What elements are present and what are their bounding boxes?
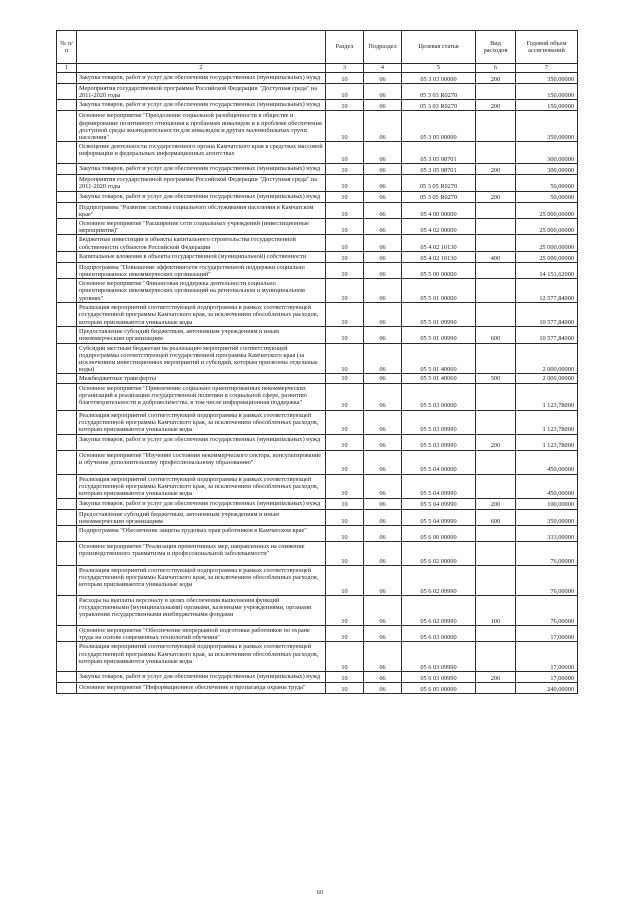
header-name — [77, 31, 326, 64]
column-number-row — [57, 64, 578, 73]
table-row — [57, 410, 578, 434]
row-number-cell — [57, 672, 77, 683]
row-expense-type — [476, 175, 516, 191]
row-description: Предоставление субсидий бюджетным, автономным учреждениям и иным некоммерческим организациям — [77, 327, 326, 343]
row-number-cell — [57, 683, 77, 694]
row-description: Предоставление субсидий бюджетным, автономным учреждениям и иным некоммерческим организациям — [77, 509, 326, 525]
row-subsection: 06 — [364, 474, 402, 498]
table-row — [57, 219, 578, 235]
row-section: 10 — [326, 450, 364, 474]
row-description: Закупка товаров, работ и услуг для обеспечения государственных (муниципальных) нужд — [77, 73, 326, 84]
row-amount: 25 000,00000 — [516, 251, 578, 262]
row-subsection: 06 — [364, 175, 402, 191]
column-number: 2 — [77, 64, 326, 73]
row-subsection: 06 — [364, 509, 402, 525]
table-row — [57, 262, 578, 278]
row-number-cell — [57, 434, 77, 450]
row-expense-type: 200 — [476, 100, 516, 111]
row-subsection: 06 — [364, 626, 402, 642]
row-subsection: 06 — [364, 450, 402, 474]
table-row — [57, 191, 578, 202]
row-number-cell — [57, 111, 77, 142]
row-subsection: 06 — [364, 410, 402, 434]
row-expense-type — [476, 235, 516, 251]
table-row — [57, 434, 578, 450]
row-expense-type: 100 — [476, 596, 516, 626]
table-row — [57, 164, 578, 175]
row-number-cell — [57, 175, 77, 191]
row-expense-type — [476, 566, 516, 596]
row-amount: 350,00000 — [516, 111, 578, 142]
row-section: 10 — [326, 303, 364, 327]
row-number-cell — [57, 235, 77, 251]
row-description: Реализация мероприятий соответствующей подпрограммы в рамках соответствующей государственной программы Камчатского края, за исключением обособленных расходов, которым присваиваются уникальные коды — [77, 303, 326, 327]
row-amount: 1 123,78000 — [516, 434, 578, 450]
row-amount: 450,00000 — [516, 450, 578, 474]
row-target-article: 05 6 00 00000 — [402, 526, 476, 542]
row-description: Основное мероприятие "Привлечение социально ориентированных некоммерческих организаций к реализации государственной политики в социальной сфере, развитию благотворительности и добровольчества, в том числе информационная поддержка" — [77, 383, 326, 410]
table-row — [57, 566, 578, 596]
table-row — [57, 235, 578, 251]
row-amount: 150,00000 — [516, 100, 578, 111]
row-number-cell — [57, 219, 77, 235]
row-amount: 17,00000 — [516, 626, 578, 642]
row-expense-type: 200 — [476, 73, 516, 84]
row-number-cell — [57, 566, 77, 596]
row-target-article: 05 3 05 98701 — [402, 164, 476, 175]
row-target-article: 05 6 03 09990 — [402, 672, 476, 683]
row-target-article: 05 5 01 09990 — [402, 327, 476, 343]
row-amount: 100,00000 — [516, 498, 578, 509]
row-number-cell — [57, 410, 77, 434]
row-expense-type — [476, 84, 516, 100]
header-target: Целевая статья — [402, 31, 476, 64]
table-row — [57, 343, 578, 374]
row-description: Закупка товаров, работ и услуг для обеспечения государственных (муниципальных) нужд — [77, 100, 326, 111]
row-section: 10 — [326, 202, 364, 218]
row-amount: 1 123,78000 — [516, 383, 578, 410]
row-target-article: 05 3 05 00000 — [402, 111, 476, 142]
table-body — [57, 73, 578, 694]
row-description: Основное мероприятие "Реализация превентивных мер, направленных на снижение производственного травматизма и профессиональной заболеваемости" — [77, 542, 326, 566]
row-target-article: 05 5 04 09990 — [402, 498, 476, 509]
row-subsection: 06 — [364, 672, 402, 683]
row-amount: 17,00000 — [516, 672, 578, 683]
row-section: 10 — [326, 566, 364, 596]
row-section: 10 — [326, 626, 364, 642]
row-amount: 350,00000 — [516, 73, 578, 84]
column-number: 5 — [402, 64, 476, 73]
row-target-article: 05 5 01 40060 — [402, 374, 476, 383]
row-section: 10 — [326, 434, 364, 450]
row-number-cell — [57, 474, 77, 498]
row-target-article: 05 3 03 R0270 — [402, 100, 476, 111]
table-row — [57, 202, 578, 218]
row-subsection: 06 — [364, 219, 402, 235]
row-section: 10 — [326, 279, 364, 303]
row-section: 10 — [326, 509, 364, 525]
header-num: № п/п — [57, 31, 77, 64]
header-section: Раздел — [326, 31, 364, 64]
row-expense-type — [476, 526, 516, 542]
row-section: 10 — [326, 526, 364, 542]
row-description: Субсидии местным бюджетам на реализацию мероприятий соответствующей подпрограммы соответствующей государственной программы Камчатского края (за исключением инвестиционных мероприятий и субсидий, которым присвоены отдельные коды) — [77, 343, 326, 374]
row-target-article: 05 3 03 R0270 — [402, 84, 476, 100]
row-number-cell — [57, 374, 77, 383]
row-expense-type: 200 — [476, 164, 516, 175]
row-target-article: 05 6 02 00000 — [402, 542, 476, 566]
column-number: 4 — [364, 64, 402, 73]
row-description: Реализация мероприятий соответствующей подпрограммы в рамках соответствующей государственной программы Камчатского края, за исключением обособленных расходов, которым присваиваются уникальные коды — [77, 474, 326, 498]
row-subsection: 06 — [364, 434, 402, 450]
row-subsection: 06 — [364, 303, 402, 327]
row-expense-type: 600 — [476, 327, 516, 343]
table-row — [57, 596, 578, 626]
row-section: 10 — [326, 343, 364, 374]
row-number-cell — [57, 73, 77, 84]
row-target-article: 05 4 02 10130 — [402, 251, 476, 262]
row-expense-type: 400 — [476, 251, 516, 262]
table-row — [57, 142, 578, 164]
table-row — [57, 383, 578, 410]
row-expense-type — [476, 262, 516, 278]
table-row — [57, 683, 578, 694]
row-number-cell — [57, 526, 77, 542]
row-amount: 2 000,00000 — [516, 374, 578, 383]
row-description: Закупка товаров, работ и услуг для обеспечения государственных (муниципальных) нужд — [77, 498, 326, 509]
row-section: 10 — [326, 191, 364, 202]
row-expense-type — [476, 542, 516, 566]
table-row — [57, 626, 578, 642]
row-description: Основное мероприятие "Преодоление социальной разобщенности в обществе и формирование позитивного отношения к проблемам инвалидов и к проблеме обеспечения доступной среды жизнедеятельности для инвалидов и других маломобильных групп населения" — [77, 111, 326, 142]
table-row — [57, 279, 578, 303]
row-section: 10 — [326, 164, 364, 175]
row-section: 10 — [326, 262, 364, 278]
table-row — [57, 175, 578, 191]
row-target-article: 05 3 05 R0270 — [402, 191, 476, 202]
row-section: 10 — [326, 84, 364, 100]
row-expense-type — [476, 303, 516, 327]
row-subsection: 06 — [364, 251, 402, 262]
row-number-cell — [57, 498, 77, 509]
row-description: Закупка товаров, работ и услуг для обеспечения государственных (муниципальных) нужд — [77, 672, 326, 683]
row-amount: 350,00000 — [516, 509, 578, 525]
row-section: 10 — [326, 683, 364, 694]
row-target-article: 05 4 02 00000 — [402, 219, 476, 235]
row-subsection: 06 — [364, 642, 402, 672]
row-section: 10 — [326, 374, 364, 383]
row-subsection: 06 — [364, 327, 402, 343]
table-row — [57, 526, 578, 542]
row-description: Расходы на выплаты персоналу в целях обеспечения выполнения функций государственными (муниципальными) органами, казенными учреждениями, органами управления государственными внебюджетными фондами — [77, 596, 326, 626]
row-expense-type — [476, 474, 516, 498]
row-expense-type — [476, 626, 516, 642]
row-number-cell — [57, 450, 77, 474]
row-subsection: 06 — [364, 111, 402, 142]
row-amount: 50,00000 — [516, 191, 578, 202]
row-expense-type — [476, 111, 516, 142]
row-expense-type — [476, 410, 516, 434]
row-amount: 10 577,84000 — [516, 327, 578, 343]
row-target-article: 05 3 05 98701 — [402, 142, 476, 164]
row-section: 10 — [326, 383, 364, 410]
row-expense-type — [476, 142, 516, 164]
row-number-cell — [57, 596, 77, 626]
row-expense-type — [476, 202, 516, 218]
row-target-article: 05 5 01 09990 — [402, 303, 476, 327]
row-amount: 300,00000 — [516, 142, 578, 164]
row-subsection: 06 — [364, 498, 402, 509]
table-row — [57, 672, 578, 683]
table-header-row — [57, 31, 578, 64]
row-target-article: 05 5 01 00000 — [402, 279, 476, 303]
row-subsection: 06 — [364, 202, 402, 218]
row-description: Основное мероприятие "Информационное обеспечение и пропаганда охраны труда" — [77, 683, 326, 694]
table-row — [57, 542, 578, 566]
row-description: Подпрограмма "Повышение эффективности государственной поддержки социально ориентированных некоммерческих организаций" — [77, 262, 326, 278]
table-row — [57, 251, 578, 262]
row-expense-type: 500 — [476, 374, 516, 383]
row-number-cell — [57, 642, 77, 672]
row-subsection: 06 — [364, 100, 402, 111]
table-row — [57, 84, 578, 100]
row-subsection: 06 — [364, 374, 402, 383]
row-target-article: 05 5 01 40060 — [402, 343, 476, 374]
column-number: 6 — [476, 64, 516, 73]
row-subsection: 06 — [364, 142, 402, 164]
row-description: Основное мероприятие "Финансовая поддержка деятельности социально ориентированных некоммерческих организаций на региональном и муниципальном уровнях" — [77, 279, 326, 303]
row-target-article: 05 5 04 09990 — [402, 474, 476, 498]
table-row — [57, 474, 578, 498]
row-number-cell — [57, 327, 77, 343]
row-target-article: 05 5 00 00000 — [402, 262, 476, 278]
row-number-cell — [57, 343, 77, 374]
row-amount: 1 123,78000 — [516, 410, 578, 434]
row-amount: 17,00000 — [516, 642, 578, 672]
table-row — [57, 509, 578, 525]
row-section: 10 — [326, 73, 364, 84]
row-target-article: 05 5 03 09990 — [402, 434, 476, 450]
table-row — [57, 327, 578, 343]
header-amount: Годовой объем ассигнований — [516, 31, 578, 64]
row-subsection: 06 — [364, 191, 402, 202]
row-number-cell — [57, 303, 77, 327]
row-target-article: 05 4 02 10130 — [402, 235, 476, 251]
budget-table-sheet — [56, 30, 577, 694]
row-expense-type — [476, 219, 516, 235]
row-description: Основное мероприятие "Обеспечение непрерывной подготовки работников по охране труда на основе современных технологий обучения" — [77, 626, 326, 642]
row-amount: 450,00000 — [516, 474, 578, 498]
column-number: 7 — [516, 64, 578, 73]
row-number-cell — [57, 164, 77, 175]
row-subsection: 06 — [364, 383, 402, 410]
row-amount: 14 151,62000 — [516, 262, 578, 278]
row-subsection: 06 — [364, 566, 402, 596]
row-number-cell — [57, 383, 77, 410]
page-number: 60 — [316, 889, 324, 896]
row-section: 10 — [326, 251, 364, 262]
row-amount: 25 000,00000 — [516, 219, 578, 235]
row-description: Подпрограмма "Развитие системы социального обслуживания населения в Камчатском крае" — [77, 202, 326, 218]
row-target-article: 05 6 05 00000 — [402, 683, 476, 694]
table-row — [57, 100, 578, 111]
row-section: 10 — [326, 100, 364, 111]
row-description: Закупка товаров, работ и услуг для обеспечения государственных (муниципальных) нужд — [77, 434, 326, 450]
table-row — [57, 642, 578, 672]
row-target-article: 05 6 02 09990 — [402, 566, 476, 596]
column-number: 3 — [326, 64, 364, 73]
row-subsection: 06 — [364, 279, 402, 303]
row-description: Мероприятия государственной программы Российской Федерации "Доступная среда" на 2011-2020 годы — [77, 175, 326, 191]
row-target-article: 05 5 03 00000 — [402, 383, 476, 410]
row-section: 10 — [326, 327, 364, 343]
row-description: Межбюджетные трансферты — [77, 374, 326, 383]
row-number-cell — [57, 100, 77, 111]
row-number-cell — [57, 202, 77, 218]
row-amount: 150,00000 — [516, 84, 578, 100]
row-subsection: 06 — [364, 262, 402, 278]
row-amount: 76,00000 — [516, 542, 578, 566]
row-amount: 2 000,00000 — [516, 343, 578, 374]
row-expense-type — [476, 450, 516, 474]
row-section: 10 — [326, 142, 364, 164]
row-description: Капитальные вложения в объекты государственной (муниципальной) собственности — [77, 251, 326, 262]
row-section: 10 — [326, 175, 364, 191]
row-section: 10 — [326, 672, 364, 683]
table-row — [57, 450, 578, 474]
row-subsection: 06 — [364, 542, 402, 566]
row-amount: 10 577,84000 — [516, 303, 578, 327]
row-section: 10 — [326, 111, 364, 142]
header-type: Вид расходов — [476, 31, 516, 64]
row-expense-type — [476, 383, 516, 410]
row-number-cell — [57, 191, 77, 202]
row-amount: 76,00000 — [516, 566, 578, 596]
row-subsection: 06 — [364, 596, 402, 626]
row-section: 10 — [326, 410, 364, 434]
row-description: Основное мероприятие "Изучение состояния некоммерческого сектора, консультирование и обучение дополнительному профессиональному образованию" — [77, 450, 326, 474]
row-subsection: 06 — [364, 164, 402, 175]
row-subsection: 06 — [364, 84, 402, 100]
row-expense-type: 600 — [476, 509, 516, 525]
row-number-cell — [57, 262, 77, 278]
column-number: 1 — [57, 64, 77, 73]
header-subsection: Подраздел — [364, 31, 402, 64]
row-target-article: 05 6 03 00000 — [402, 626, 476, 642]
row-amount: 300,00000 — [516, 164, 578, 175]
table-row — [57, 73, 578, 84]
row-section: 10 — [326, 542, 364, 566]
row-description: Реализация мероприятий соответствующей подпрограммы в рамках соответствующей государственной программы Камчатского края, за исключением обособленных расходов, которым присваиваются уникальные коды — [77, 410, 326, 434]
row-section: 10 — [326, 474, 364, 498]
row-target-article: 05 3 05 R0270 — [402, 175, 476, 191]
row-expense-type — [476, 279, 516, 303]
row-description: Закупка товаров, работ и услуг для обеспечения государственных (муниципальных) нужд — [77, 191, 326, 202]
row-subsection: 06 — [364, 343, 402, 374]
row-number-cell — [57, 142, 77, 164]
row-amount: 50,00000 — [516, 175, 578, 191]
row-expense-type: 200 — [476, 434, 516, 450]
row-amount: 12 577,84000 — [516, 279, 578, 303]
table-row — [57, 303, 578, 327]
row-amount: 25 000,00000 — [516, 235, 578, 251]
row-target-article: 05 5 04 09990 — [402, 509, 476, 525]
row-subsection: 06 — [364, 235, 402, 251]
row-amount: 25 000,00000 — [516, 202, 578, 218]
row-number-cell — [57, 542, 77, 566]
row-number-cell — [57, 626, 77, 642]
row-section: 10 — [326, 498, 364, 509]
row-subsection: 06 — [364, 73, 402, 84]
row-target-article: 05 3 03 00000 — [402, 73, 476, 84]
row-number-cell — [57, 251, 77, 262]
row-expense-type — [476, 343, 516, 374]
row-expense-type — [476, 683, 516, 694]
row-target-article: 05 5 04 00000 — [402, 450, 476, 474]
row-target-article: 05 4 00 00000 — [402, 202, 476, 218]
row-description: Основное мероприятие "Расширение сети социальных учреждений (инвестиционные мероприятия)" — [77, 219, 326, 235]
row-target-article: 05 6 02 09990 — [402, 596, 476, 626]
budget-table — [56, 30, 578, 694]
row-description: Реализация мероприятий соответствующей подпрограммы в рамках соответствующей государственной программы Камчатского края, за исключением обособленных расходов, которым присваиваются уникальные коды — [77, 642, 326, 672]
row-target-article: 05 5 03 09990 — [402, 410, 476, 434]
row-number-cell — [57, 84, 77, 100]
row-description: Освещение деятельности государственного органа Камчатского края в средствах массовой информации и федеральных информационных агентствах — [77, 142, 326, 164]
row-amount: 76,00000 — [516, 596, 578, 626]
row-description: Реализация мероприятий соответствующей подпрограммы в рамках соответствующей государственной программы Камчатского края, за исключением обособленных расходов, которым присваиваются уникальные коды — [77, 566, 326, 596]
row-section: 10 — [326, 596, 364, 626]
row-expense-type — [476, 642, 516, 672]
row-description: Бюджетные инвестиции в объекты капитального строительства государственной собственности субъектов Российской Федерации — [77, 235, 326, 251]
row-subsection: 06 — [364, 683, 402, 694]
row-number-cell — [57, 279, 77, 303]
row-description: Закупка товаров, работ и услуг для обеспечения государственных (муниципальных) нужд — [77, 164, 326, 175]
row-description: Подпрограмма "Обеспечение защиты трудовых прав работников в Камчатском крае" — [77, 526, 326, 542]
row-amount: 240,00000 — [516, 683, 578, 694]
row-section: 10 — [326, 235, 364, 251]
row-expense-type: 200 — [476, 672, 516, 683]
row-amount: 333,00000 — [516, 526, 578, 542]
table-row — [57, 374, 578, 383]
row-subsection: 06 — [364, 526, 402, 542]
table-row — [57, 111, 578, 142]
row-expense-type: 200 — [476, 191, 516, 202]
row-description: Мероприятия государственной программы Российской Федерации "Доступная среда" на 2011-2020 годы — [77, 84, 326, 100]
row-section: 10 — [326, 642, 364, 672]
row-expense-type: 200 — [476, 498, 516, 509]
row-target-article: 05 6 03 09990 — [402, 642, 476, 672]
table-row — [57, 498, 578, 509]
row-section: 10 — [326, 219, 364, 235]
row-number-cell — [57, 509, 77, 525]
